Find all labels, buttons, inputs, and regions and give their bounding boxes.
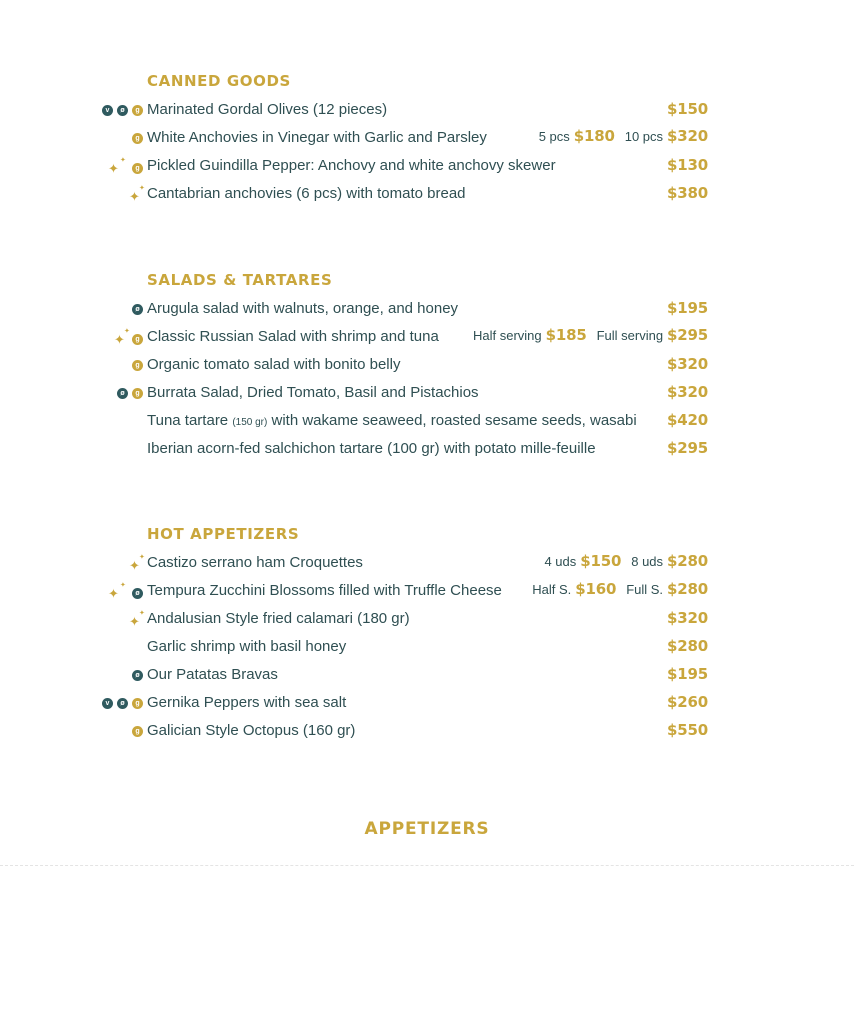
item-name: Cantabrian anchovies (6 pcs) with tomato bread [147, 185, 466, 202]
item-name: Burrata Salad, Dried Tomato, Basil and Pistachios [147, 384, 479, 401]
gluten-free-icon: g [132, 726, 143, 737]
menu-item [0, 296, 854, 324]
menu-item [0, 408, 854, 436]
item-name: Garlic shrimp with basil honey [147, 638, 347, 655]
option-price: $295 [667, 326, 708, 344]
section-title: HOT APPETIZERS [147, 525, 300, 543]
item-options [532, 580, 708, 598]
section-title: CANNED GOODS [147, 72, 291, 90]
sparkle-icon: ✦ ✦ [108, 582, 126, 601]
menu-item [0, 718, 854, 746]
gluten-free-icon: g [132, 163, 143, 174]
option-price: $185 [545, 326, 587, 344]
item-price: $420 [667, 411, 708, 429]
option-label: Full S. [626, 582, 664, 597]
vegetarian-icon: ø [117, 388, 128, 399]
item-price: $195 [667, 665, 708, 683]
vegetarian-icon: ø [132, 670, 143, 681]
vegetarian-icon: ø [117, 698, 128, 709]
item-price: $295 [667, 439, 708, 457]
menu-item [0, 181, 854, 209]
gluten-free-icon: g [132, 388, 143, 399]
item-name: Gernika Peppers with sea salt [147, 694, 347, 711]
item-name: Organic tomato salad with bonito belly [147, 356, 401, 373]
sparkle-icon: ✦ ✦ [108, 157, 126, 176]
vegetarian-icon: ø [132, 588, 143, 599]
menu-item [0, 324, 854, 352]
gluten-free-icon: g [132, 133, 143, 144]
vegetarian-icon: ø [132, 304, 143, 315]
menu-item [0, 634, 854, 662]
item-name: White Anchovies in Vinegar with Garlic and Parsley [147, 129, 487, 146]
option-price: $180 [573, 127, 615, 145]
vegetarian-icon: ø [117, 105, 128, 116]
option-label: Full serving [596, 328, 664, 343]
item-name: Castizo serrano ham Croquettes [147, 554, 363, 571]
item-name: Iberian acorn-fed salchichon tartare (100 gr) with potato mille-feuille [147, 440, 596, 457]
option-label: 8 uds [631, 554, 664, 569]
item-price: $320 [667, 383, 708, 401]
menu-item [0, 606, 854, 634]
section-title: SALADS & TARTARES [147, 271, 333, 289]
gluten-free-icon: g [132, 698, 143, 709]
item-price: $320 [667, 609, 708, 627]
menu-item [0, 436, 854, 464]
item-options [473, 326, 708, 344]
appetizers-heading: APPETIZERS [364, 819, 490, 839]
sparkle-icon: ✦ ✦ [129, 610, 145, 629]
item-name: Pickled Guindilla Pepper: Anchovy and white anchovy skewer [147, 157, 556, 174]
item-name: Marinated Gordal Olives (12 pieces) [147, 101, 388, 118]
item-name: Tuna tartare (150 gr) with wakame seaweed, roasted sesame seeds, wasabi [147, 412, 637, 429]
option-label: Half serving [472, 328, 542, 343]
menu-item [0, 578, 854, 606]
item-weight-note: (150 gr) [232, 417, 268, 428]
gluten-free-icon: g [132, 105, 143, 116]
menu-item [0, 550, 854, 578]
option-label: 5 pcs [538, 129, 570, 144]
item-price: $280 [667, 637, 708, 655]
item-name: Tempura Zucchini Blossoms filled with Truffle Cheese [147, 582, 502, 599]
item-name: Classic Russian Salad with shrimp and tuna [147, 328, 439, 345]
option-price: $280 [667, 552, 708, 570]
item-price: $380 [667, 184, 708, 202]
item-name: Our Patatas Bravas [147, 666, 278, 683]
menu-item [0, 662, 854, 690]
item-options [539, 127, 708, 145]
item-price: $130 [667, 156, 708, 174]
item-name: Galician Style Octopus (160 gr) [147, 722, 356, 739]
sparkle-icon: ✦ ✦ [129, 554, 145, 573]
item-name: Andalusian Style fried calamari (180 gr) [147, 610, 410, 627]
item-name: Arugula salad with walnuts, orange, and honey [147, 300, 459, 317]
item-price: $320 [667, 355, 708, 373]
option-label: 10 pcs [624, 129, 664, 144]
sparkle-icon: ✦ ✦ [114, 328, 130, 347]
vegan-icon: v [102, 105, 113, 116]
menu-item [0, 690, 854, 718]
option-price: $150 [580, 552, 622, 570]
menu-item [0, 153, 854, 181]
option-price: $160 [575, 580, 617, 598]
option-price: $320 [667, 127, 708, 145]
item-price: $550 [667, 721, 708, 739]
gluten-free-icon: g [132, 334, 143, 345]
divider [0, 865, 854, 866]
menu-item [0, 380, 854, 408]
menu-item [0, 97, 854, 125]
item-options [544, 552, 708, 570]
gluten-free-icon: g [132, 360, 143, 371]
item-price: $260 [667, 693, 708, 711]
option-label: Half S. [532, 582, 572, 597]
option-price: $280 [667, 580, 708, 598]
menu-item [0, 352, 854, 380]
item-price: $195 [667, 299, 708, 317]
item-price: $150 [667, 100, 708, 118]
menu-item [0, 125, 854, 153]
sparkle-icon: ✦ ✦ [129, 185, 145, 204]
vegan-icon: v [102, 698, 113, 709]
option-label: 4 uds [544, 554, 577, 569]
